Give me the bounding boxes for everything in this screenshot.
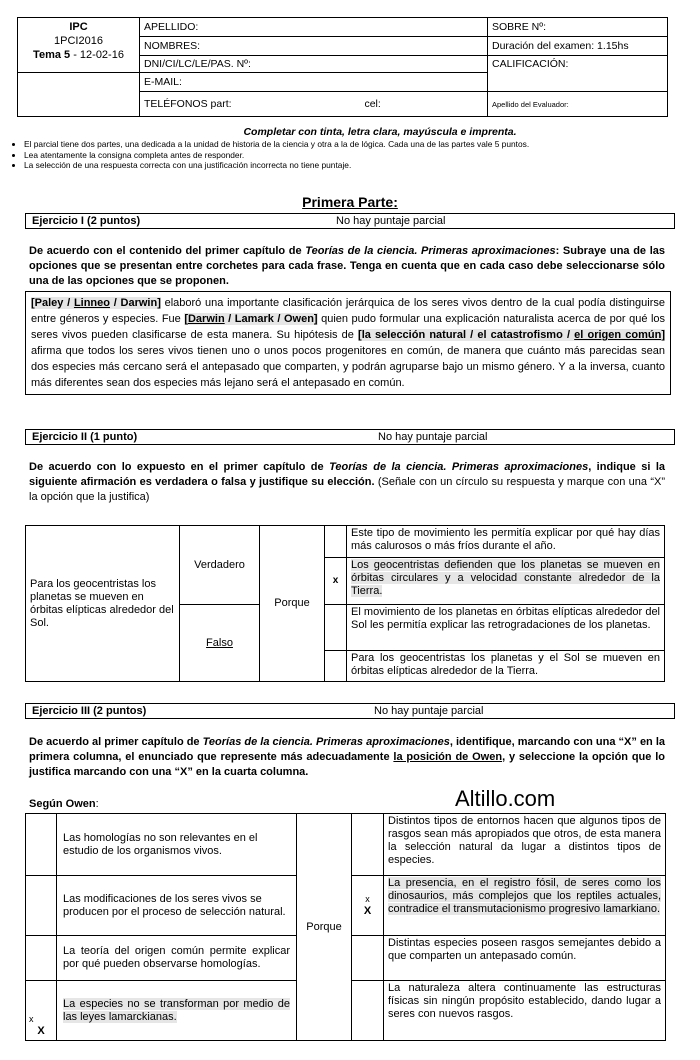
porque-cell: Porque [297, 814, 352, 1041]
exercise-1-header [25, 213, 675, 229]
mark-cell[interactable] [26, 936, 57, 981]
instructions-title: Completar con tinta, letra clara, mayúscula e imprenta. [243, 126, 517, 138]
dni-field[interactable]: DNI/CI/LC/LE/PAS. Nº: [140, 56, 488, 73]
justification-option [347, 557, 665, 604]
x-mark-cell[interactable] [352, 876, 384, 936]
ipc-label: IPC [69, 21, 88, 33]
justification-option: La naturaleza altera continuamente las estructuras físicas sin ningún propósito establecido, dando lugar a seres con nuevos rasgos. [384, 981, 666, 1041]
statement-option: Las homologías no son relevantes en el estudio de los organismos vivos. [57, 814, 297, 876]
exercise-1-prompt: De acuerdo con el contenido del primer capítulo de Teorías de la ciencia. Primeras aproximaciones: Subraye una de las opciones que se presentan entre corchetes para cada frase. Tenga en cuenta que en cada caso debe seleccionarse sólo una de las opciones que se proponen. [29, 245, 665, 287]
partial-score-note: No hay puntaje parcial [336, 215, 446, 227]
exercise-3-header [25, 703, 675, 719]
true-option[interactable]: Verdadero [180, 526, 260, 605]
course-info-cell [18, 18, 140, 73]
exercise-2-table [25, 525, 665, 682]
exercise-3-table [25, 813, 666, 1041]
spacer-cell [18, 73, 140, 92]
evaluator-cell: Apellido del Evaluador: [488, 92, 668, 117]
duration-cell: Duración del examen: 1.15hs [488, 37, 668, 56]
selected-justification: Los geocentristas defienden que los planetas se mueven en órbitas circulares y a velocidad constante alrededor de la Tierra. [351, 558, 660, 597]
book-title: Teorías de la ciencia. Primeras aproximaciones [305, 245, 556, 257]
exercise-2-prompt: De acuerdo con lo expuesto en el primer capítulo de Teorías de la ciencia. Primeras aproximaciones, indique si la siguiente afirmación es verdadera o falsa y justifique su elección. (Señale con un círculo su respuesta y marque con una “X” la opción que la justifica) [29, 461, 666, 503]
justification-option [384, 876, 666, 936]
exercise-3-label: Ejercicio III (2 puntos) [32, 705, 147, 717]
x-mark: X [37, 1025, 45, 1037]
selected-justification: La presencia, en el registro fósil, de seres como los dinosaurios, más complejos que los reptiles actuales, contradice el transmutacionismo progresivo lamarkiano. [388, 877, 661, 915]
topic-line [22, 48, 135, 62]
exercise-1-label: Ejercicio I (2 puntos) [32, 215, 141, 227]
instructions-list [0, 139, 700, 171]
apellido-field[interactable]: APELLIDO: [140, 18, 488, 37]
exercise-2-label: Ejercicio II (1 punto) [32, 431, 138, 443]
topic-label: Tema 5 [33, 49, 71, 61]
student-info-table [17, 17, 668, 117]
statement-cell: Para los geocentristas los planetas se mueven en órbitas elípticas alrededor del Sol. [26, 526, 180, 682]
x-mark[interactable]: x [325, 557, 347, 604]
sobre-field[interactable]: SOBRE Nº: [488, 18, 668, 37]
phone-label: TELÉFONOS part: [144, 98, 232, 110]
cel-label: cel: [364, 98, 381, 110]
statement-option: Las modificaciones de los seres vivos se producen por el proceso de selección natural. [57, 876, 297, 936]
mark-cell[interactable] [352, 814, 384, 876]
email-field[interactable]: E-MAIL: [140, 73, 488, 92]
mark-cell[interactable] [325, 605, 347, 651]
book-title: Teorías de la ciencia. Primeras aproximaciones [329, 461, 589, 473]
owen-position: la posición de Owen [393, 751, 503, 763]
x-mark: X [363, 904, 372, 917]
mark-cell[interactable] [352, 981, 384, 1041]
x-mark: x [365, 893, 370, 904]
partial-score-note: No hay puntaje parcial [374, 705, 484, 717]
justification-option: El movimiento de los planetas en órbitas elípticas alrededor del Sol les permitía explicar las retrogradaciones de los planetas. [347, 605, 665, 651]
part-title: Primera Parte: [302, 194, 398, 210]
false-option[interactable] [180, 605, 260, 682]
justification-option: Este tipo de movimiento les permitía explicar por qué hay días más calurosos o más fríos durante el año. [347, 526, 665, 558]
instruction-item: • Lea atentamente la consigna completa antes de responder. [24, 150, 700, 161]
topic-date: - 12-02-16 [70, 49, 124, 61]
course-code: 1PCI2016 [54, 35, 103, 47]
phone-field[interactable] [140, 92, 488, 117]
justification-option: Distintas especies poseen rasgos semejantes debido a que comparten un antepasado común. [384, 936, 666, 981]
segun-owen-label: Según Owen: [29, 798, 99, 810]
mark-cell[interactable] [26, 876, 57, 936]
false-label-circled: Falso [206, 636, 233, 649]
selected-option-origen-comun[interactable]: el origen común [574, 329, 662, 341]
statement-option: La teoría del origen común permite explicar por qué pueden observarse homologías. [57, 936, 297, 981]
mark-cell[interactable] [325, 651, 347, 682]
selected-option-darwin[interactable]: Darwin [187, 313, 225, 325]
exercise-1-text: [Paley / Linneo / Darwin] elaboró una importante clasificación jerárquica de los seres vivos dentro de la cual podía distinguirse entre géneros y especies. Fue [Darwin / Lamark / Owen] quien pudo formular una explicación naturalista acerca de por qué los seres vivos pueden clasificarse de esta manera. Su hipótesis de [la selección natural / el catastrofismo / el origen común] afirma que todos los seres vivos tienen uno o unos pocos progenitores en común, de manera que cuánto más parecidas sean dos especies más cercano será el antepasado que comparten, y podrán agruparse bajo un mismo género. Y a la inversa, cuanto más diferentes sean dos especies más lejano será el antepasado en común. [25, 291, 671, 395]
instruction-item: • El parcial tiene dos partes, una dedicada a la unidad de historia de la ciencia y otra a la de lógica. Cada una de las partes vale 5 puntos. [24, 139, 700, 150]
porque-cell: Porque [260, 526, 325, 682]
spacer-cell [18, 92, 140, 117]
justification-option: Para los geocentristas los planetas y el Sol se mueven en órbitas elípticas alrededor de la Tierra. [347, 651, 665, 682]
exercise-2-header [25, 429, 675, 445]
statement-option [57, 981, 297, 1041]
selected-option-linneo[interactable]: Linneo [73, 297, 110, 309]
nombres-field[interactable]: NOMBRES: [140, 37, 488, 56]
mark-cell[interactable] [352, 936, 384, 981]
exercise-3-prompt: De acuerdo al primer capítulo de Teorías de la ciencia. Primeras aproximaciones, identifique, marcando con una “X” en la primera columna, el enunciado que represente más adecuadamente la posición de Owen, y seleccione la opción que lo justifica marcando con una “X” en la cuarta columna. [29, 736, 666, 778]
watermark: Altillo.com [455, 786, 556, 811]
book-title: Teorías de la ciencia. Primeras aproximaciones [202, 736, 450, 748]
selected-statement: La especies no se transforman por medio de las leyes lamarckianas. [63, 997, 290, 1023]
calificacion-cell: CALIFICACIÓN: [488, 56, 668, 92]
x-mark-cell[interactable] [26, 981, 57, 1041]
justification-option: Distintos tipos de entornos hacen que algunos tipos de rasgos sean más apropiados que otros, de esta manera la selección natural da lugar a distintos tipos de especies. [384, 814, 666, 876]
x-mark: x [29, 1014, 34, 1024]
instruction-item: • La selección de una respuesta correcta con una justificación incorrecta no tiene puntaje. [24, 160, 700, 171]
mark-cell[interactable] [325, 526, 347, 558]
mark-cell[interactable] [26, 814, 57, 876]
partial-score-note: No hay puntaje parcial [378, 431, 488, 443]
